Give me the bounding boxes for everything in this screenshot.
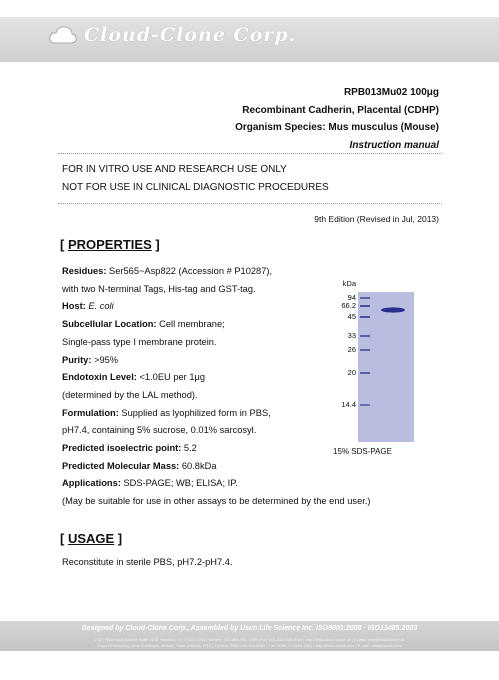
product-code: RPB013Mu02 100μg <box>343 87 439 98</box>
formulation-row-2: pH7.4, containing 5% sucrose, 0.01% sarcosyl. <box>62 425 257 436</box>
marker-45-label: 45 <box>347 312 356 321</box>
purity-row: Purity: >95% <box>62 354 119 365</box>
location-row: Subcellular Location: Cell membrane; <box>62 319 225 330</box>
endotoxin-row-2: (determined by the LAL method). <box>62 389 198 400</box>
divider-bottom <box>58 203 442 204</box>
footer-cn-address: Export Processing Zone Building 5, Wuhan, Hubei 430056, PRC | Tel Nos: 0086-400-900-6084 | Fax: 0086-27-8425-9551 | http://www.uscnk.com | E-mail: mail@uscnk.com <box>97 643 402 648</box>
notice-line-2: NOT FOR USE IN CLINICAL DIAGNOSTIC PROCEDURES <box>62 181 329 193</box>
notice-line-1: FOR IN VITRO USE AND RESEARCH USE ONLY <box>62 164 287 175</box>
cloud-logo-icon <box>48 23 78 47</box>
ladder-band-66 <box>360 305 370 307</box>
sample-band <box>381 307 405 312</box>
gel-unit-label: kDa <box>342 279 356 288</box>
marker-33-label: 33 <box>347 331 356 340</box>
gel-background <box>358 292 414 442</box>
ladder-band-94 <box>360 297 370 299</box>
residues-row-2: with two N-terminal Tags, His-tag and GST-tag. <box>62 283 256 294</box>
ladder-band-33 <box>360 335 370 337</box>
ladder-band-14 <box>360 404 370 406</box>
marker-26-label: 26 <box>347 345 356 354</box>
isoelectric-row: Predicted isoelectric point: 5.2 <box>62 443 197 454</box>
edition-info: 9th Edition (Revised in Jul, 2013) <box>314 214 439 224</box>
usage-heading: [ USAGE ] <box>60 531 123 546</box>
footer-us-address: 1707, Richmond Avenue Suite 1018, Houston, TX 77002, USA | Toll free: 001-866-963-7450 | Fax: 001-832-538-0068 | http://www.cloud-clone.us | E-mail: mail@cloud-clone.us <box>94 637 405 642</box>
properties-list <box>62 263 371 511</box>
ladder-band-45 <box>360 316 370 318</box>
endotoxin-row: Endotoxin Level: <1.0EU per 1μg <box>62 372 206 383</box>
location-row-2: Single-pass type I membrane protein. <box>62 336 217 347</box>
marker-20-label: 20 <box>347 368 356 377</box>
usage-notice <box>62 161 329 196</box>
applications-row-2: (May be suitable for use in other assays to be determined by the end user.) <box>62 496 371 507</box>
footer-band <box>0 621 499 651</box>
company-logo <box>48 23 296 47</box>
sds-page-gel <box>338 280 420 460</box>
ladder-band-26 <box>360 349 370 351</box>
properties-heading: [ PROPERTIES ] <box>60 237 160 252</box>
marker-94-label: 94 <box>347 293 356 302</box>
marker-14-label: 14.4 <box>341 400 356 409</box>
organism-species: Organism Species: Mus musculus (Mouse) <box>235 122 439 133</box>
gel-caption: 15% SDS-PAGE <box>333 447 392 456</box>
usage-text: Reconstitute in sterile PBS, pH7.2-pH7.4. <box>62 557 233 567</box>
host-row: Host: E. coli <box>62 301 114 312</box>
formulation-row: Formulation: Supplied as lyophilized form in PBS, <box>62 407 271 418</box>
header-band <box>0 17 499 62</box>
document-type: Instruction manual <box>349 139 439 151</box>
product-name: Recombinant Cadherin, Placental (CDHP) <box>242 104 439 116</box>
gel-image <box>358 292 414 442</box>
ladder-band-20 <box>360 372 370 374</box>
footer-tagline: Designed by Cloud-Clone Corp., Assembled by Uscn Life Science Inc. ISO9001:2008 · ISO13485:2003 <box>81 625 418 632</box>
marker-66-label: 66.2 <box>341 301 356 310</box>
product-header <box>235 84 439 154</box>
residues-row: Residues: Ser565~Asp822 (Accession # P10287), <box>62 266 273 276</box>
company-name: Cloud-Clone Corp. <box>84 24 297 46</box>
mass-row: Predicted Molecular Mass: 60.8kDa <box>62 460 217 471</box>
applications-row: Applications: SDS-PAGE; WB; ELISA; IP. <box>62 478 238 489</box>
divider-top <box>58 153 442 154</box>
